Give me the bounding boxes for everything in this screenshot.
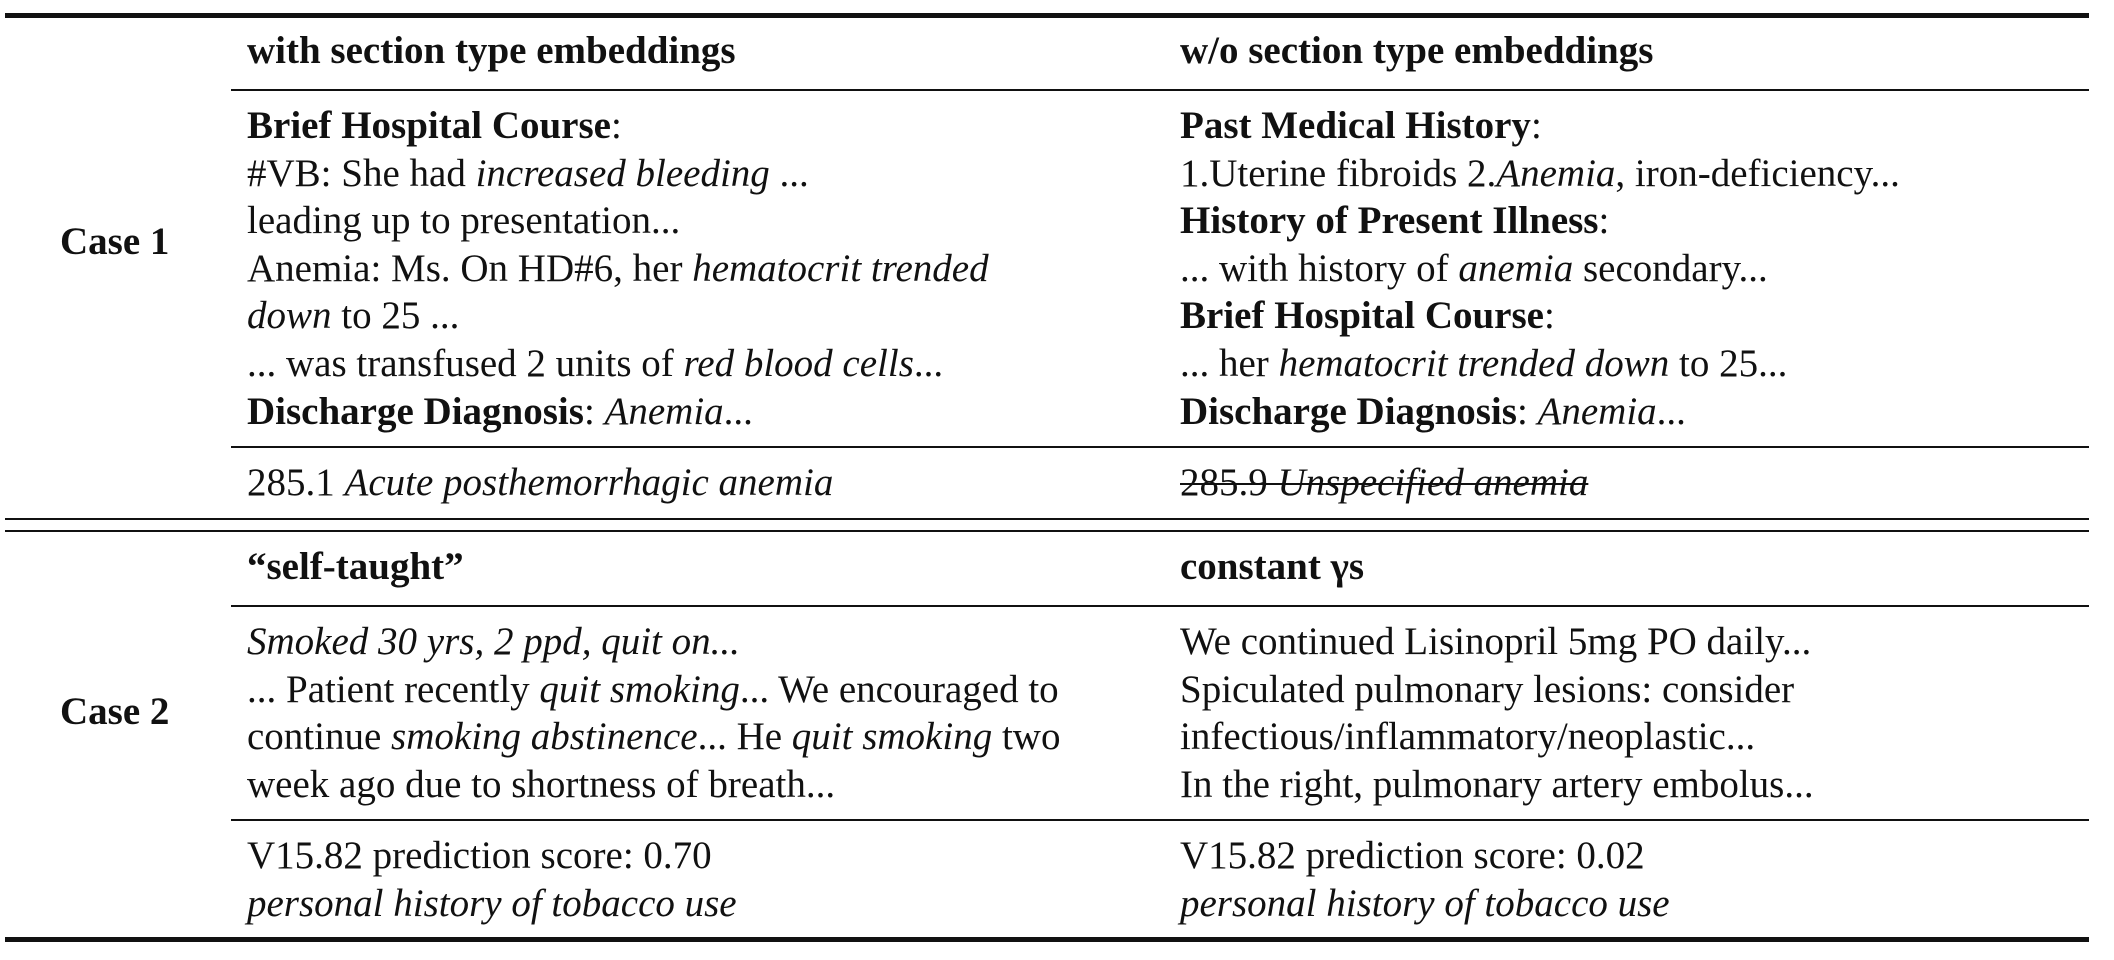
case1-left-result: [247, 459, 833, 507]
text-run: Anemia: [1496, 151, 1616, 195]
text-run: ...: [913, 341, 944, 385]
case2-left-header: “self-taught”: [247, 545, 464, 588]
case2-right-text: [1180, 618, 1814, 808]
text-run: hematocrit trended: [692, 246, 989, 290]
case1-right-result: [1180, 459, 1588, 507]
case2-right-header: constant γs: [1180, 545, 1365, 588]
case1-body-rule: [231, 446, 2089, 448]
text-run: leading up to presentation...: [247, 199, 681, 243]
text-run: secondary...: [1573, 246, 1768, 290]
text-run: ... Patient recently: [247, 667, 540, 711]
text-line: [247, 245, 989, 293]
text-run: Brief Hospital Course: [247, 104, 611, 147]
text-line: [1180, 832, 1670, 880]
text-run: 285.1: [247, 461, 345, 504]
text-run: ...: [1656, 389, 1686, 433]
text-run: Discharge Diagnosis: [1180, 389, 1517, 433]
text-run: Anemia: [1537, 389, 1657, 433]
text-line: [247, 880, 737, 928]
text-run: down: [247, 294, 332, 338]
case2-left-result: [247, 832, 737, 927]
text-run: :: [583, 389, 605, 433]
text-line: [247, 388, 989, 436]
text-run: , iron-deficiency...: [1615, 151, 1900, 195]
text-run: :: [1516, 389, 1538, 433]
text-line: [247, 340, 989, 388]
text-run: ... He: [697, 715, 792, 759]
text-run: hematocrit trended down: [1278, 341, 1670, 385]
text-line: [247, 666, 1060, 714]
text-run: Anemia: Ms. On HD#6, her: [247, 246, 693, 290]
text-run: increased bleeding: [475, 151, 770, 195]
text-run: History of Present Illness: [1180, 199, 1599, 243]
text-run: red blood cells: [683, 341, 914, 385]
text-run: to 25...: [1669, 341, 1788, 385]
text-run: :: [610, 104, 622, 147]
text-run: personal history of tobacco use: [1180, 881, 1670, 925]
text-run: smoking abstinence: [391, 715, 698, 759]
bottom-rule: [5, 937, 2089, 942]
text-line: [247, 713, 1060, 761]
text-line: [1180, 388, 1900, 436]
text-run: Acute posthemorrhagic anemia: [344, 461, 834, 504]
text-run: personal history of tobacco use: [247, 881, 737, 925]
text-run: :: [1530, 104, 1542, 147]
text-line: [1180, 618, 1814, 666]
text-run: quit smoking: [539, 667, 740, 711]
text-run: :: [1543, 294, 1555, 338]
text-run: In the right, pulmonary artery embolus...: [1180, 762, 1814, 806]
text-line: [1180, 880, 1670, 928]
text-run: infectious/inflammatory/neoplastic...: [1180, 715, 1756, 759]
case1-right-header: w/o section type embeddings: [1180, 29, 1654, 72]
text-line: [247, 150, 989, 198]
text-run: Spiculated pulmonary lesions: consider: [1180, 667, 1795, 711]
text-run: Smoked 30 yrs, 2 ppd, quit on...: [247, 620, 740, 663]
text-run: week ago due to shortness of breath...: [247, 762, 836, 806]
text-run: ... with history of: [1180, 246, 1459, 290]
text-line: [247, 761, 1060, 809]
text-run: Brief Hospital Course: [1180, 294, 1544, 338]
text-line: [247, 459, 833, 507]
text-run: Anemia: [604, 389, 724, 433]
text-line: [1180, 245, 1900, 293]
top-rule: [5, 13, 2089, 18]
text-run: 285.9: [1180, 461, 1278, 504]
text-run: ... We encouraged to: [739, 667, 1059, 711]
text-line: [1180, 150, 1900, 198]
text-run: ... her: [1180, 341, 1279, 385]
text-run: Past Medical History: [1180, 104, 1531, 147]
case-separator-rule-2: [5, 530, 2089, 532]
case2-header-rule: [231, 605, 2089, 607]
case2-left-text: [247, 618, 1060, 808]
text-run: We continued Lisinopril 5mg PO daily...: [1180, 620, 1812, 663]
case1-label: Case 1: [60, 220, 170, 263]
text-line: [1180, 292, 1900, 340]
text-run: two: [992, 715, 1061, 759]
text-line: [247, 197, 989, 245]
text-line: [1180, 713, 1814, 761]
text-run: anemia: [1458, 246, 1574, 290]
case1-right-text: [1180, 102, 1900, 435]
text-run: V15.82 prediction score: 0.70: [247, 834, 712, 877]
text-line: [247, 102, 989, 150]
text-run: :: [1598, 199, 1610, 243]
text-line: [247, 618, 1060, 666]
text-run: ... was transfused 2 units of: [247, 341, 684, 385]
text-line: [1180, 459, 1588, 507]
text-run: V15.82 prediction score: 0.02: [1180, 834, 1645, 877]
text-line: [247, 832, 737, 880]
case2-label: Case 2: [60, 690, 170, 733]
case1-left-text: [247, 102, 989, 435]
case-separator-rule-1: [5, 518, 2089, 520]
case1-header-rule: [231, 89, 2089, 91]
text-run: ...: [769, 151, 809, 195]
text-run: to 25 ...: [331, 294, 460, 338]
text-run: Discharge Diagnosis: [247, 389, 584, 433]
case2-right-result: [1180, 832, 1670, 927]
text-run: 1.Uterine fibroids 2.: [1180, 151, 1497, 195]
text-line: [1180, 197, 1900, 245]
text-line: [1180, 666, 1814, 714]
text-run: #VB: She had: [247, 151, 476, 195]
text-line: [247, 292, 989, 340]
case2-body-rule: [231, 819, 2089, 821]
text-run: continue: [247, 715, 392, 759]
text-run: ...: [723, 389, 753, 433]
text-run: Unspecified anemia: [1277, 461, 1589, 504]
case1-left-header: with section type embeddings: [247, 29, 736, 72]
text-line: [1180, 340, 1900, 388]
text-run: quit smoking: [791, 715, 993, 759]
text-line: [1180, 761, 1814, 809]
text-line: [1180, 102, 1900, 150]
